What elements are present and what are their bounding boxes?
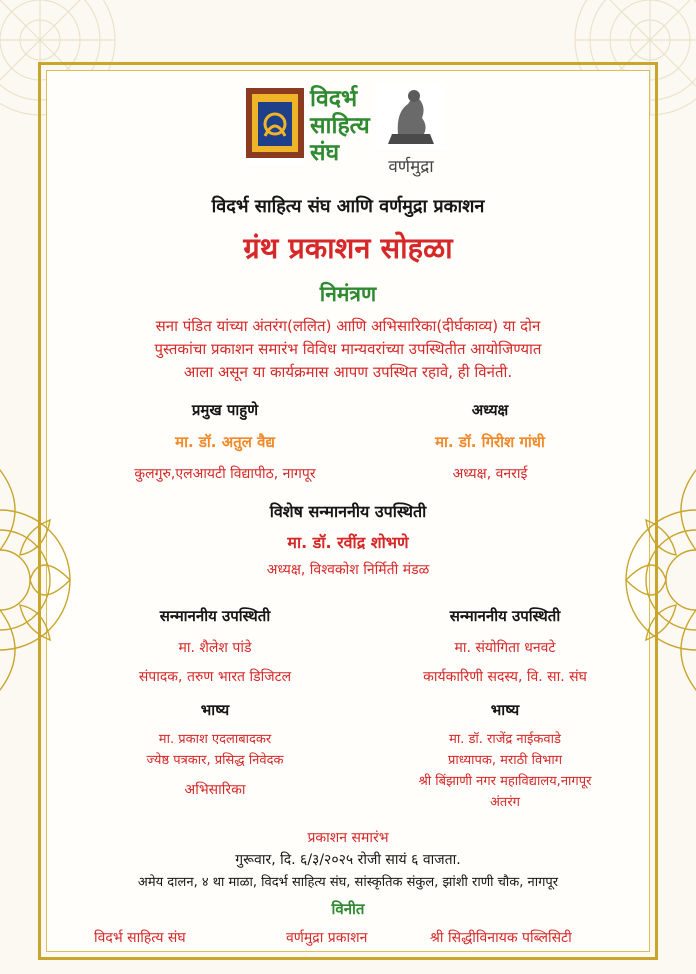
chief-guest-detail: कुलगुरु,एलआयटी विद्यापीठ, नागपूर	[134, 466, 316, 482]
commentary-right-book: अंतरंग	[490, 795, 520, 810]
footer-host-2: वर्णमुद्रा प्रकाशन	[286, 930, 368, 946]
honored-right-heading: सन्माननीय उपस्थिती	[449, 607, 561, 625]
president-detail: अध्यक्ष, वनराई	[452, 466, 528, 482]
honored-right-block	[385, 606, 625, 686]
honored-left-heading: सन्माननीय उपस्थिती	[159, 607, 271, 625]
special-name: मा. डॉ. रवींद्र शोभणे	[287, 533, 409, 552]
invitation-heading: निमंत्रण	[319, 282, 377, 306]
footer-heading: विनीत	[331, 900, 365, 918]
intro-line-1: सना पंडित यांच्या अंतरंग(ललित) आणि अभिसारिका(दीर्घकाव्य) या दोन	[155, 317, 541, 335]
commentary-left-block	[95, 700, 335, 799]
sangh-name-line-3: संघ	[310, 140, 340, 166]
commentary-left-heading: भाष्य	[200, 701, 230, 719]
sangh-logo-text	[310, 86, 370, 167]
commentary-left-detail: ज्येष्ठ पत्रकार, प्रसिद्ध निवेदक	[146, 753, 284, 768]
sangh-name-line-2: साहित्य	[310, 113, 370, 139]
honored-left-block	[95, 606, 335, 686]
sangh-logo	[244, 86, 306, 166]
organizers-line: विदर्भ साहित्य संघ आणि वर्णमुद्रा प्रकाशन	[211, 196, 485, 217]
commentary-left-name: मा. प्रकाश एदलाबादकर	[158, 732, 272, 747]
chief-guest-heading: प्रमुख पाहुणे	[191, 401, 259, 419]
president-heading: अध्यक्ष	[471, 401, 509, 419]
varnamudra-logo	[376, 82, 446, 177]
honored-left-detail: संपादक, तरुण भारत डिजिटल	[138, 669, 292, 685]
footer-host-3: श्री सिद्धीविनायक पब्लिसिटी	[430, 930, 572, 946]
intro-line-2: पुस्तकांचा प्रकाशन समारंभ विविध मान्यवरांच्या उपस्थितीत आयोजिण्यात	[154, 340, 542, 358]
commentary-right-name: मा. डॉ. राजेंद्र नाईकवाडे	[449, 732, 561, 747]
event-datetime: गुरूवार, दि. ६/३/२०२५ रोजी सायं ६ वाजता.	[235, 852, 461, 868]
honored-right-detail: कार्यकारिणी सदस्य, वि. सा. संघ	[423, 669, 587, 685]
footer-host-1: विदर्भ साहित्य संघ	[94, 930, 186, 946]
sangh-emblem-icon	[244, 86, 306, 166]
event-venue: अमेय दालन, ४ था माळा, विदर्भ साहित्य संघ, सांस्कृतिक संकुल, झांशी राणी चौक, नागपूर	[137, 875, 559, 890]
varnamudra-label: वर्णमुद्रा	[388, 157, 434, 177]
commentary-right-detail-2: श्री बिंझाणी नगर महाविद्यालय,नागपूर	[418, 774, 592, 789]
commentary-right-block	[375, 700, 635, 810]
event-heading: प्रकाशन समारंभ	[307, 830, 389, 846]
honored-left-name: मा. शैलेश पांडे	[178, 640, 252, 656]
president-name: मा. डॉ. गिरीश गांधी	[435, 433, 545, 451]
sculpture-image-icon	[376, 82, 446, 148]
commentary-right-detail-1: प्राध्यापक, मराठी विभाग	[447, 753, 563, 768]
event-title: ग्रंथ प्रकाशन सोहळा	[243, 231, 453, 265]
special-heading: विशेष सन्माननीय उपस्थिती	[269, 502, 427, 521]
commentary-left-book: अभिसारिका	[184, 782, 246, 798]
sangh-name-line-1: विदर्भ	[310, 86, 358, 112]
chief-guest-name: मा. डॉ. अतुल वैद्य	[175, 433, 275, 451]
commentary-right-heading: भाष्य	[490, 701, 520, 719]
chief-guest-block	[120, 400, 330, 483]
special-detail: अध्यक्ष, विश्वकोश निर्मिती मंडळ	[266, 562, 430, 578]
president-block	[400, 400, 580, 483]
honored-right-name: मा. संयोगिता धनवटे	[454, 640, 556, 656]
intro-line-3: आला असून या कार्यक्रमास आपण उपस्थित रहावे, ही विनंती.	[183, 363, 513, 381]
